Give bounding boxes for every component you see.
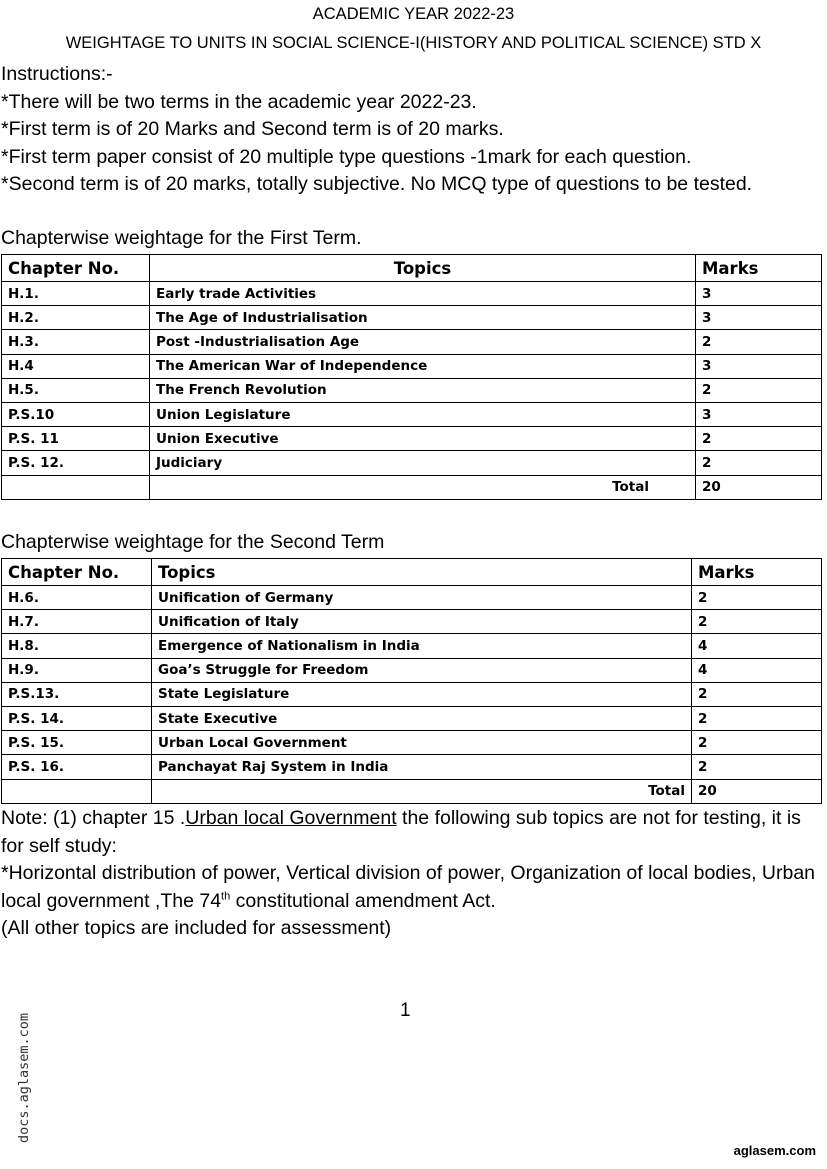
table-row	[2, 282, 822, 306]
marks-cell: 2	[692, 706, 822, 730]
chapter-cell: H.6.	[2, 586, 152, 610]
topic-cell: The Age of Industrialisation	[150, 306, 696, 330]
chapter-cell: P.S.13.	[2, 682, 152, 706]
table-row	[2, 634, 822, 658]
topic-cell: Unification of Italy	[152, 610, 692, 634]
topic-cell: The American War of Independence	[150, 354, 696, 378]
total-blank-cell	[2, 779, 152, 803]
chapter-cell: P.S.10	[2, 402, 150, 426]
column-header-marks: Marks	[692, 559, 822, 586]
page-number: 1	[400, 1000, 411, 1021]
second-term-table	[1, 558, 822, 804]
total-row	[2, 475, 822, 499]
marks-cell: 2	[696, 427, 822, 451]
note-line	[1, 805, 816, 860]
chapter-cell: H.1.	[2, 282, 150, 306]
table-row	[2, 427, 822, 451]
marks-cell: 4	[692, 658, 822, 682]
header-line-1: ACADEMIC YEAR 2022-23	[312, 5, 515, 23]
topic-cell: Post -Industrialisation Age	[150, 330, 696, 354]
chapter-cell: P.S. 11	[2, 427, 150, 451]
table-row	[2, 586, 822, 610]
total-blank-cell	[2, 475, 150, 499]
superscript-th: th	[221, 890, 231, 902]
chapter-cell: P.S. 14.	[2, 706, 152, 730]
marks-cell: 3	[696, 282, 822, 306]
topic-cell: Panchayat Raj System in India	[152, 755, 692, 779]
topic-cell: The French Revolution	[150, 378, 696, 402]
marks-cell: 2	[692, 731, 822, 755]
table-row	[2, 706, 822, 730]
chapter-cell: H.4	[2, 354, 150, 378]
chapter-cell: H.8.	[2, 634, 152, 658]
note	[1, 805, 816, 943]
topic-cell: Union Executive	[150, 427, 696, 451]
topic-cell: Unification of Germany	[152, 586, 692, 610]
marks-cell: 2	[692, 755, 822, 779]
instruction-item: *There will be two terms in the academic year 2022-23.	[1, 90, 477, 113]
table-row	[2, 306, 822, 330]
chapter-cell: H.9.	[2, 658, 152, 682]
chapter-cell: H.5.	[2, 378, 150, 402]
marks-cell: 2	[692, 586, 822, 610]
table-row	[2, 610, 822, 634]
note-closing: (All other topics are included for assessment)	[1, 917, 392, 939]
total-label: Total	[150, 475, 696, 499]
table-row	[2, 731, 822, 755]
marks-cell: 2	[696, 330, 822, 354]
column-header-chapter: Chapter No.	[2, 255, 150, 282]
total-value: 20	[692, 779, 822, 803]
topic-cell: Emergence of Nationalism in India	[152, 634, 692, 658]
topic-cell: State Executive	[152, 706, 692, 730]
second-term-caption: Chapterwise weightage for the Second Term	[1, 531, 385, 553]
marks-cell: 3	[696, 402, 822, 426]
instruction-item: *Second term is of 20 marks, totally subjective. No MCQ type of questions to be tested.	[1, 173, 753, 195]
marks-cell: 3	[696, 354, 822, 378]
marks-cell: 2	[692, 682, 822, 706]
total-value: 20	[696, 475, 822, 499]
note-underlined-chapter: Urban local Government	[185, 807, 397, 829]
column-header-chapter: Chapter No.	[2, 559, 152, 586]
table-header-row	[2, 559, 822, 586]
table-row	[2, 755, 822, 779]
chapter-cell: H.7.	[2, 610, 152, 634]
chapter-cell: H.3.	[2, 330, 150, 354]
topic-cell: Early trade Activities	[150, 282, 696, 306]
instruction-item: *First term is of 20 Marks and Second term is of 20 marks.	[1, 118, 504, 140]
marks-cell: 3	[696, 306, 822, 330]
table-row	[2, 402, 822, 426]
total-row	[2, 779, 822, 803]
marks-cell: 2	[696, 451, 822, 475]
topic-cell: Union Legislature	[150, 402, 696, 426]
table-row	[2, 682, 822, 706]
topic-cell: Judiciary	[150, 451, 696, 475]
marks-cell: 2	[692, 610, 822, 634]
note-subtopics	[1, 860, 816, 915]
chapter-cell: H.2.	[2, 306, 150, 330]
header-line-2: WEIGHTAGE TO UNITS IN SOCIAL SCIENCE-I(HISTORY AND POLITICAL SCIENCE) STD X	[65, 34, 762, 52]
table-row	[2, 378, 822, 402]
subtopics-text: *Horizontal distribution of power, Vertical division of power, Organization of local bodies, Urban local government ,The 74	[1, 862, 816, 912]
instruction-item: *First term paper consist of 20 multiple type questions -1mark for each question.	[1, 145, 692, 168]
column-header-marks: Marks	[696, 255, 822, 282]
note-suffix: the following sub topics are not for testing, it is for self study:	[1, 807, 801, 857]
chapter-cell: P.S. 16.	[2, 755, 152, 779]
chapter-cell: P.S. 15.	[2, 731, 152, 755]
chapter-cell: P.S. 12.	[2, 451, 150, 475]
topic-cell: State Legislature	[152, 682, 692, 706]
instructions	[1, 61, 816, 199]
column-header-topics: Topics	[152, 559, 692, 586]
footer-watermark: aglasem.com	[733, 1143, 816, 1158]
first-term-table	[1, 254, 822, 500]
marks-cell: 4	[692, 634, 822, 658]
note-prefix: Note: (1) chapter 15 .	[1, 807, 186, 829]
topic-cell: Goa’s Struggle for Freedom	[152, 658, 692, 682]
marks-cell: 2	[696, 378, 822, 402]
table-row	[2, 354, 822, 378]
side-watermark: docs.aglasem.com	[16, 1012, 32, 1144]
total-label: Total	[152, 779, 692, 803]
table-header-row	[2, 255, 822, 282]
instructions-title: Instructions:-	[1, 63, 113, 85]
subtopics-end: constitutional amendment Act.	[230, 889, 496, 912]
column-header-topics: Topics	[150, 255, 696, 282]
table-row	[2, 451, 822, 475]
topic-cell: Urban Local Government	[152, 731, 692, 755]
first-term-caption: Chapterwise weightage for the First Term.	[1, 227, 362, 249]
table-row	[2, 658, 822, 682]
table-row	[2, 330, 822, 354]
